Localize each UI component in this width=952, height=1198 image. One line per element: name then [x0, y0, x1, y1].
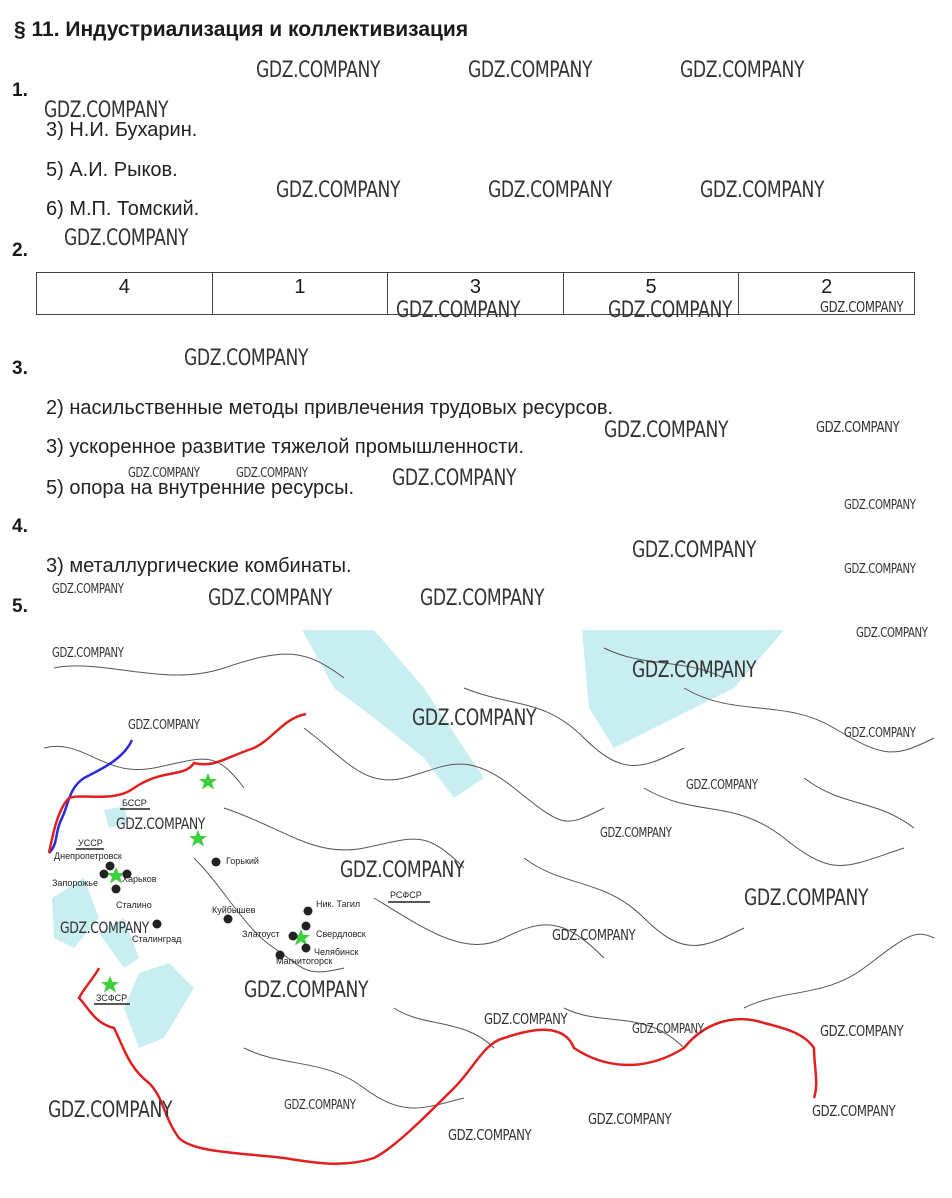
watermark: GDZ.COMPANY: [244, 978, 369, 1003]
sequence-cell: 5: [563, 273, 739, 315]
q1-answer-2: 5) А.И. Рыков.: [46, 159, 178, 181]
city-label: Ник. Тагил: [316, 899, 361, 909]
city-dot: [302, 922, 311, 931]
city-dot: [112, 885, 121, 894]
watermark: GDZ.COMPANY: [396, 298, 521, 323]
region-label-rsfsr: РСФСР: [390, 890, 422, 900]
city-label: Свердловск: [316, 929, 366, 939]
sequence-cell: 4: [37, 273, 213, 315]
city-label: Сталинград: [132, 934, 182, 944]
watermark: GDZ.COMPANY: [844, 498, 916, 513]
watermark: GDZ.COMPANY: [60, 918, 150, 937]
q3-answer-2: 3) ускоренное развитие тяжелой промышленности.: [46, 436, 525, 458]
city-label: Магнитогорск: [276, 956, 333, 966]
region-label-bssr: БССР: [122, 798, 147, 808]
watermark: GDZ.COMPANY: [812, 1102, 896, 1120]
watermark: GDZ.COMPANY: [276, 178, 401, 203]
watermark: GDZ.COMPANY: [420, 586, 545, 611]
watermark: GDZ.COMPANY: [448, 1126, 532, 1144]
watermark: GDZ.COMPANY: [588, 1110, 672, 1128]
q4-answer-1: 3) металлургические комбинаты.: [46, 555, 352, 577]
city-dot: [153, 920, 162, 929]
watermark: GDZ.COMPANY: [488, 178, 613, 203]
watermark: GDZ.COMPANY: [44, 98, 169, 123]
question-5-number: 5.: [12, 596, 28, 617]
city-dot: [224, 915, 233, 924]
q1-answer-1: 3) Н.И. Бухарин.: [46, 119, 198, 141]
watermark: GDZ.COMPANY: [412, 706, 537, 731]
q1-answer-3: 6) М.П. Томский.: [46, 198, 200, 220]
city-label: Златоуст: [242, 929, 280, 939]
watermark: GDZ.COMPANY: [632, 1022, 704, 1037]
watermark: GDZ.COMPANY: [820, 298, 904, 316]
sequence-cell: 3: [388, 273, 564, 315]
region-label-zsfsr: ЗСФСР: [96, 993, 128, 1003]
watermark: GDZ.COMPANY: [236, 466, 308, 481]
city-dot: [212, 858, 221, 867]
sequence-cell: 2: [739, 273, 915, 315]
watermark: GDZ.COMPANY: [552, 926, 636, 944]
city-label: Горький: [226, 856, 259, 866]
watermark: GDZ.COMPANY: [600, 826, 672, 841]
q3-answer-3: 5) опора на внутренние ресурсы.: [46, 477, 355, 499]
watermark: GDZ.COMPANY: [340, 858, 465, 883]
watermark: GDZ.COMPANY: [128, 466, 200, 481]
watermark: GDZ.COMPANY: [700, 178, 825, 203]
city-dot: [100, 870, 109, 879]
watermark: GDZ.COMPANY: [184, 346, 309, 371]
watermark: GDZ.COMPANY: [284, 1098, 356, 1113]
question-4-number: 4.: [12, 516, 28, 537]
watermark: GDZ.COMPANY: [608, 298, 733, 323]
watermark: GDZ.COMPANY: [856, 626, 928, 641]
watermark: GDZ.COMPANY: [484, 1010, 568, 1028]
city-label: Запорожье: [52, 878, 98, 888]
watermark: GDZ.COMPANY: [52, 646, 124, 661]
watermark: GDZ.COMPANY: [256, 58, 381, 83]
watermark: GDZ.COMPANY: [820, 1022, 904, 1040]
watermark: GDZ.COMPANY: [64, 226, 189, 251]
watermark: GDZ.COMPANY: [116, 814, 206, 833]
q3-answer-1: 2) насильственные методы привлечения трудовых ресурсов.: [46, 397, 614, 419]
city-label: Куйбышев: [212, 905, 256, 915]
question-3-number: 3.: [12, 358, 28, 379]
question-1-number: 1.: [12, 80, 28, 101]
city-dot: [302, 944, 311, 953]
sequence-cell: 1: [212, 273, 388, 315]
watermark: GDZ.COMPANY: [686, 778, 758, 793]
page-title: § 11. Индустриализация и коллективизация: [14, 18, 469, 41]
city-label: Харьков: [122, 874, 157, 884]
question-2-number: 2.: [12, 240, 28, 261]
city-label: Днепропетровск: [54, 851, 122, 861]
city-label: Сталино: [116, 900, 152, 910]
watermark: GDZ.COMPANY: [844, 726, 916, 741]
watermark: GDZ.COMPANY: [632, 658, 757, 683]
watermark: GDZ.COMPANY: [392, 466, 517, 491]
watermark: GDZ.COMPANY: [48, 1098, 173, 1123]
city-dot: [304, 907, 313, 916]
watermark: GDZ.COMPANY: [128, 718, 200, 733]
watermark: GDZ.COMPANY: [744, 886, 869, 911]
region-label-ussr: УССР: [78, 838, 103, 848]
watermark: GDZ.COMPANY: [816, 418, 900, 436]
watermark: GDZ.COMPANY: [468, 58, 593, 83]
watermark: GDZ.COMPANY: [844, 562, 916, 577]
city-dot: [106, 862, 115, 871]
watermark: GDZ.COMPANY: [632, 538, 757, 563]
watermark: GDZ.COMPANY: [52, 582, 124, 597]
city-label: Челябинск: [314, 947, 359, 957]
city-dot: [289, 932, 298, 941]
watermark: GDZ.COMPANY: [208, 586, 333, 611]
watermark: GDZ.COMPANY: [604, 418, 729, 443]
watermark: GDZ.COMPANY: [680, 58, 805, 83]
